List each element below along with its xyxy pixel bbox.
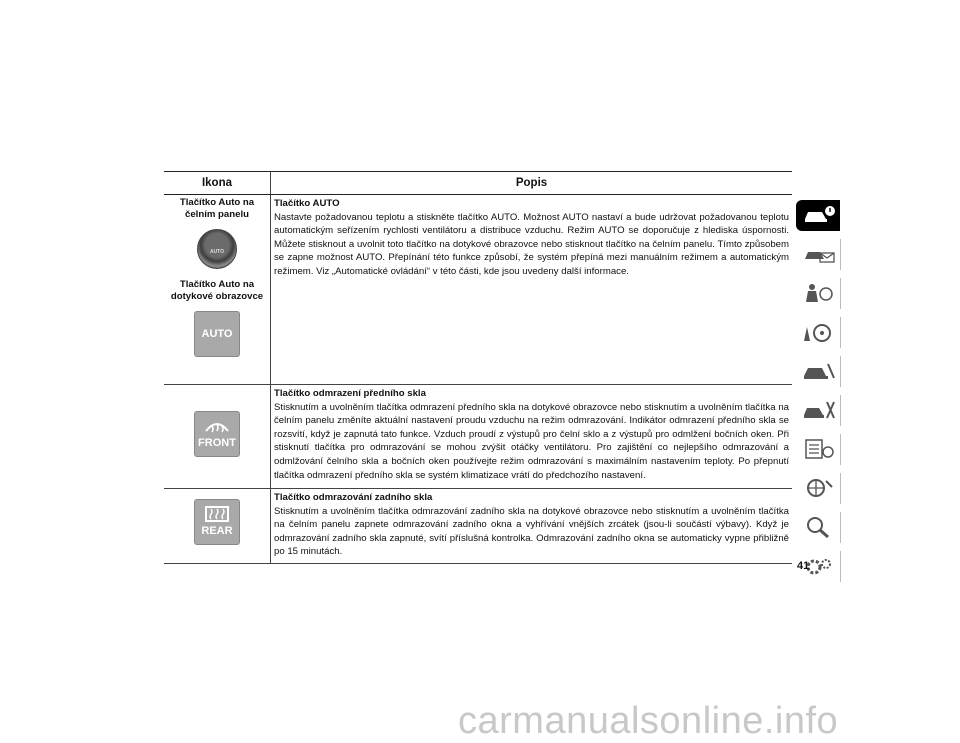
icon-label: Tlačítko Auto na dotykové obrazovce: [170, 279, 264, 302]
table-row: [164, 385, 792, 489]
description-text: Stisknutím a uvolněním tlačítka odmrazení předního skla na dotykové obrazovce nebo stisknutím a uvolněním tlačítka na čelním panelu změníte aktuální nastavení proudu vzduchu na režim odmrazování. Indikátor odmrazení předního skla se rozsvítí, když je zapnutá tato funkce. Vzduch proudí z výstupů pro čelní sklo a z výstupů pro odmlžení bočních oken. Při stisknutí tlačítka pro odmrazování se mohou zvýšit otáčky ventilátoru. Pro zajištění co nejlepšího odmrazování a odmlžování čelního skla a bočních oken používejte režim odmrazování s maximálním nastavením teploty. Po přepnutí tlačítka odmrazení předního skla se systém klimatizace vrátí do předchozího nastavení.: [274, 401, 789, 481]
steering-wheel-icon[interactable]: [796, 317, 841, 348]
checklist-icon[interactable]: [796, 434, 841, 465]
auto-button-icon: AUTO: [194, 311, 240, 357]
car-tools-icon[interactable]: [796, 395, 841, 426]
magnifier-icon[interactable]: [796, 512, 841, 543]
description-text: Stisknutím a uvolněním tlačítka odmrazování zadního skla na dotykové obrazovce nebo stisknutím a uvolněním tlačítka na čelním panelu zapnete odmrazování zadního okna a vyhřívání vnějších zrcátek (jsou-li součástí výbavy). Když je odmrazování zadního skla zapnuté, svítí příslušná kontrolka. Odmrazování zadního okna se automaticky vypne přibližně po 15 minutách.: [274, 505, 789, 558]
rear-defrost-icon: REAR: [194, 499, 240, 545]
watermark: carmanualsonline.info: [458, 700, 839, 742]
description-title: Tlačítko odmrazování zadního skla: [274, 492, 433, 503]
car-crash-icon[interactable]: [796, 356, 841, 387]
table-row: [164, 489, 792, 564]
wheel-icon[interactable]: [796, 473, 841, 504]
car-info-icon[interactable]: [796, 200, 840, 231]
description-table: [164, 171, 792, 564]
header-icon: Ikona: [164, 172, 271, 195]
auto-knob-icon: AUTO: [197, 229, 237, 269]
header-description: Popis: [271, 172, 793, 195]
mail-icon[interactable]: [796, 239, 841, 270]
front-defrost-icon: FRONT: [194, 411, 240, 457]
icon-label: Tlačítko Auto na čelním panelu: [179, 197, 255, 220]
description-title: Tlačítko odmrazení předního skla: [274, 388, 426, 399]
table-row: [164, 195, 792, 385]
person-airbag-icon[interactable]: [796, 278, 841, 309]
page-number: 41: [797, 560, 810, 572]
description-text: Nastavte požadovanou teplotu a stiskněte tlačítko AUTO. Možnost AUTO nastaví a bude udržovat požadovanou teplotu automatickým seřízením rychlosti ventilátoru a distribuce vzduchu. Režim AUTO se doporučuje z hlediska úspornosti. Můžete stisknout a uvolnit toto tlačítko na dotykové obrazovce nebo stisknout tlačítko na čelním panelu. Tímto způsobem se zapne možnost AUTO. Přepínání této funkce způsobí, že systém přepíná mezi manuálním režimem a automatickým režimem. Viz „Automatické ovládání“ v této části, kde jsou uvedeny další informace.: [274, 211, 789, 277]
chapter-tabs: [796, 200, 842, 590]
description-title: Tlačítko AUTO: [274, 198, 340, 209]
